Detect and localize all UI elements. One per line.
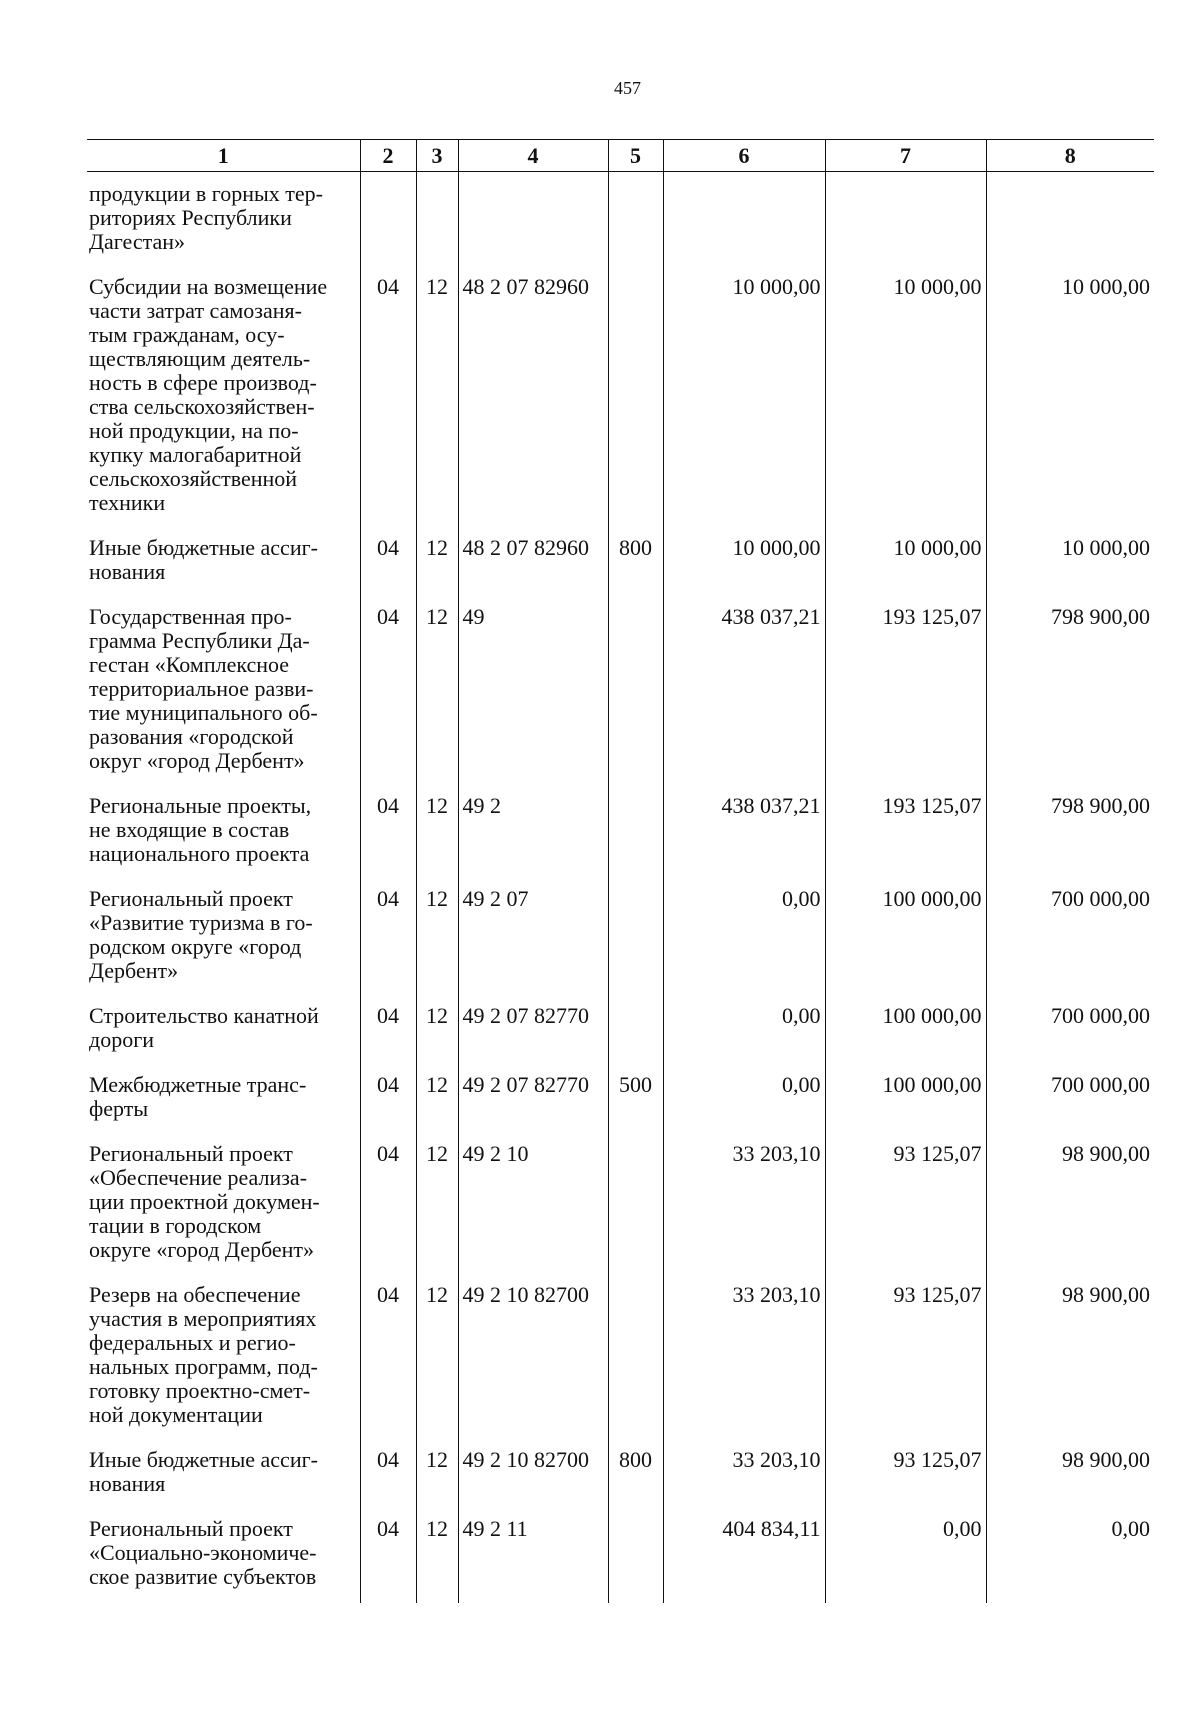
row-section: [360, 172, 416, 269]
header-col-3: 3: [416, 140, 458, 172]
row-amount-2025: 10 000,00: [825, 529, 986, 598]
table-row: [87, 880, 1154, 997]
row-name: Строительство канатной дороги: [89, 1003, 319, 1052]
row-type: [608, 172, 663, 269]
row-amount-2026: 98 900,00: [986, 1135, 1154, 1276]
row-subsection: 12: [416, 787, 458, 880]
row-amount-2025: 193 125,07: [825, 598, 986, 787]
row-amount-2026: 10 000,00: [986, 268, 1154, 529]
row-code: 48 2 07 82960: [458, 529, 608, 598]
row-code: 48 2 07 82960: [458, 268, 608, 529]
row-name: Региональные проекты, не входящие в состав национального проекта: [89, 793, 312, 866]
row-amount-2025: 93 125,07: [825, 1135, 986, 1276]
row-code: 49 2 07 82770: [458, 1066, 608, 1135]
table-row: [87, 1066, 1154, 1135]
page-number: 457: [614, 78, 641, 98]
row-amount-2024: 404 834,11: [663, 1510, 825, 1603]
row-section: 04: [360, 529, 416, 598]
row-name: Региональный проект «Социально-экономиче- ское развитие субъектов: [89, 1516, 317, 1589]
row-amount-2025: 93 125,07: [825, 1276, 986, 1441]
row-type: [608, 1135, 663, 1276]
row-type: [608, 787, 663, 880]
row-subsection: 12: [416, 997, 458, 1066]
table-row: [87, 787, 1154, 880]
row-name: Региональный проект «Развитие туризма в го- родском округе «город Дербент»: [89, 886, 313, 983]
row-amount-2025: 100 000,00: [825, 1066, 986, 1135]
row-amount-2026: 98 900,00: [986, 1441, 1154, 1510]
row-name: Межбюджетные транс- ферты: [89, 1072, 307, 1121]
row-name: Иные бюджетные ассиг- нования: [89, 1447, 318, 1496]
row-subsection: 12: [416, 1135, 458, 1276]
header-col-4: 4: [458, 140, 608, 172]
table-row: [87, 1135, 1154, 1276]
row-section: 04: [360, 598, 416, 787]
row-code: [458, 172, 608, 269]
row-type: 800: [608, 1441, 663, 1510]
row-subsection: 12: [416, 598, 458, 787]
row-amount-2024: 0,00: [663, 880, 825, 997]
row-amount-2024: 0,00: [663, 997, 825, 1066]
row-amount-2024: 33 203,10: [663, 1441, 825, 1510]
row-type: [608, 598, 663, 787]
budget-table: [87, 139, 1154, 1603]
row-amount-2025: 0,00: [825, 1510, 986, 1603]
row-section: 04: [360, 1441, 416, 1510]
row-amount-2025: 100 000,00: [825, 997, 986, 1066]
row-subsection: 12: [416, 1276, 458, 1441]
row-amount-2025: [825, 172, 986, 269]
row-amount-2026: 10 000,00: [986, 529, 1154, 598]
row-subsection: 12: [416, 1510, 458, 1603]
table-row: [87, 598, 1154, 787]
row-amount-2025: 100 000,00: [825, 880, 986, 997]
table-row: [87, 172, 1154, 269]
row-amount-2024: 438 037,21: [663, 598, 825, 787]
table-row: [87, 997, 1154, 1066]
row-section: 04: [360, 1066, 416, 1135]
row-subsection: 12: [416, 268, 458, 529]
row-name: Иные бюджетные ассиг- нования: [89, 535, 318, 584]
table-row: [87, 529, 1154, 598]
row-type: [608, 997, 663, 1066]
row-subsection: 12: [416, 529, 458, 598]
row-section: 04: [360, 1510, 416, 1603]
table-row: [87, 1441, 1154, 1510]
row-section: 04: [360, 787, 416, 880]
row-section: 04: [360, 268, 416, 529]
row-section: 04: [360, 880, 416, 997]
row-subsection: 12: [416, 1441, 458, 1510]
row-type: [608, 880, 663, 997]
row-section: 04: [360, 1276, 416, 1441]
row-amount-2026: 700 000,00: [986, 880, 1154, 997]
row-amount-2026: 0,00: [986, 1510, 1154, 1603]
header-col-6: 6: [663, 140, 825, 172]
row-amount-2026: [986, 172, 1154, 269]
table-row: [87, 1510, 1154, 1603]
row-code: 49: [458, 598, 608, 787]
row-amount-2025: 93 125,07: [825, 1441, 986, 1510]
row-code: 49 2 11: [458, 1510, 608, 1603]
row-amount-2026: 98 900,00: [986, 1276, 1154, 1441]
table-body: [87, 172, 1154, 1604]
header-col-5: 5: [608, 140, 663, 172]
table-row: [87, 268, 1154, 529]
row-type: 800: [608, 529, 663, 598]
row-amount-2024: [663, 172, 825, 269]
row-code: 49 2 10 82700: [458, 1276, 608, 1441]
row-name: продукции в горных тер- риториях Республики Дагестан»: [89, 181, 323, 254]
row-amount-2024: 0,00: [663, 1066, 825, 1135]
row-amount-2026: 798 900,00: [986, 598, 1154, 787]
row-name: Региональный проект «Обеспечение реализа- ции проектной докумен- тации в городском округе «город Дербент»: [89, 1141, 320, 1262]
header-col-7: 7: [825, 140, 986, 172]
row-type: [608, 268, 663, 529]
row-amount-2024: 10 000,00: [663, 529, 825, 598]
row-code: 49 2 10 82700: [458, 1441, 608, 1510]
header-col-1: 1: [87, 140, 360, 172]
row-code: 49 2: [458, 787, 608, 880]
row-amount-2025: 193 125,07: [825, 787, 986, 880]
row-subsection: 12: [416, 880, 458, 997]
row-code: 49 2 07: [458, 880, 608, 997]
table-header-row: [87, 140, 1154, 172]
row-section: 04: [360, 997, 416, 1066]
row-code: 49 2 10: [458, 1135, 608, 1276]
row-type: 500: [608, 1066, 663, 1135]
row-amount-2024: 438 037,21: [663, 787, 825, 880]
row-subsection: 12: [416, 1066, 458, 1135]
table-row: [87, 1276, 1154, 1441]
row-amount-2024: 33 203,10: [663, 1135, 825, 1276]
row-amount-2026: 700 000,00: [986, 1066, 1154, 1135]
row-code: 49 2 07 82770: [458, 997, 608, 1066]
row-type: [608, 1510, 663, 1603]
header-col-2: 2: [360, 140, 416, 172]
row-amount-2026: 700 000,00: [986, 997, 1154, 1066]
row-type: [608, 1276, 663, 1441]
row-section: 04: [360, 1135, 416, 1276]
row-name: Государственная про- грамма Республики Да- гестан «Комплексное территориальное разви- тие муниципального об- разования «городской округ «город Дербент»: [89, 604, 318, 773]
row-amount-2024: 33 203,10: [663, 1276, 825, 1441]
row-amount-2025: 10 000,00: [825, 268, 986, 529]
row-name: Субсидии на возмещение части затрат самозаня- тым гражданам, осу- ществляющим деятель- ность в сфере производ- ства сельскохозяйствен- ной продукции, на по- купку малогабаритной сельскохозяйственной техники: [89, 274, 328, 515]
header-col-8: 8: [986, 140, 1154, 172]
row-amount-2024: 10 000,00: [663, 268, 825, 529]
row-amount-2026: 798 900,00: [986, 787, 1154, 880]
row-subsection: [416, 172, 458, 269]
row-name: Резерв на обеспечение участия в мероприятиях федеральных и регио- нальных программ, под- готовку проектно-смет- ной документации: [89, 1282, 318, 1427]
